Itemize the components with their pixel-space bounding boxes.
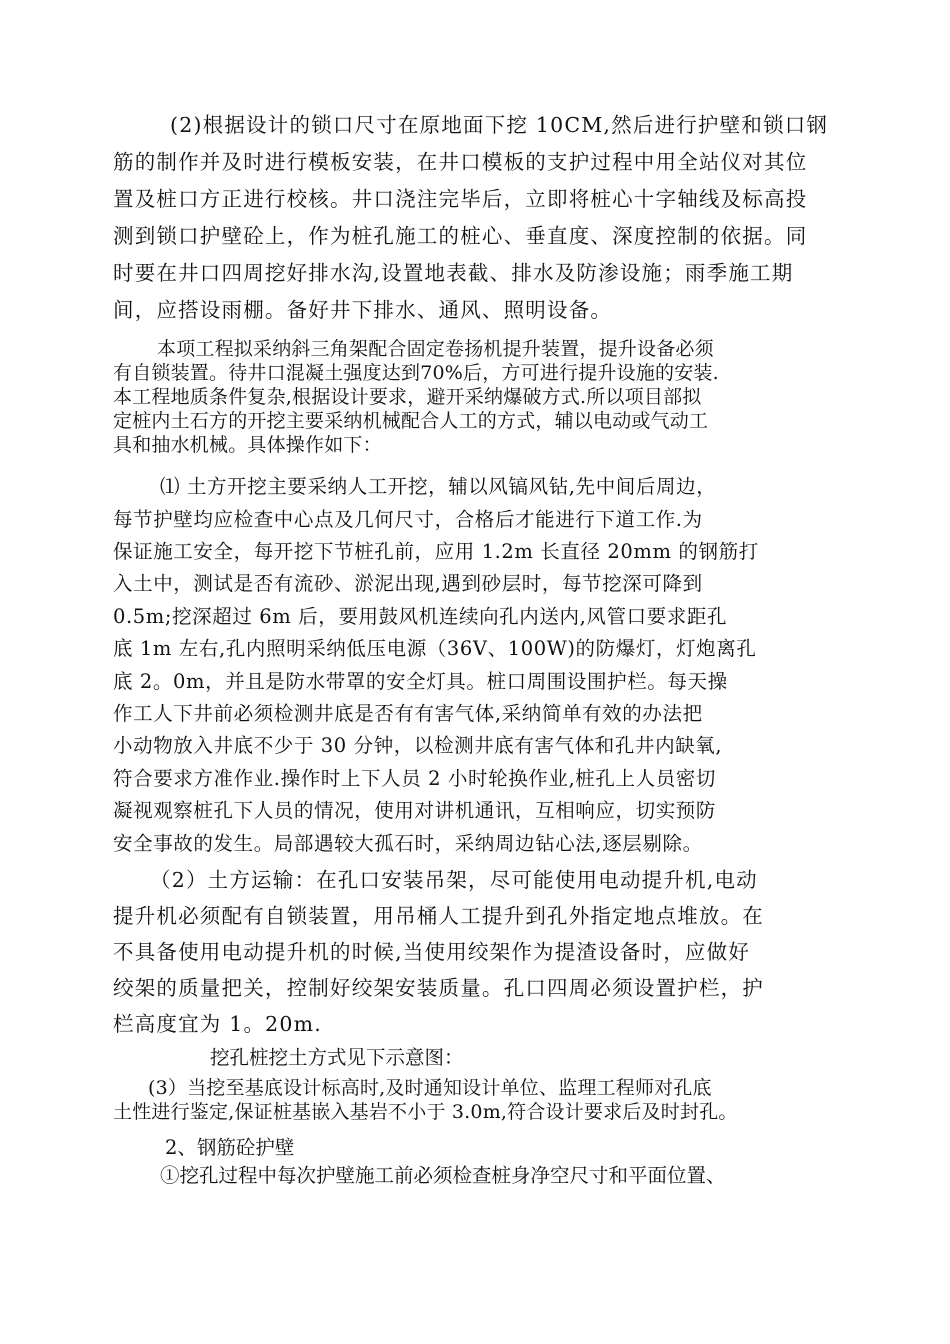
paragraph-line: 置及桩口方正进行校核。井口浇注完毕后，立即将桩心十字轴线及标高投 xyxy=(113,187,808,211)
paragraph-line: 栏高度宜为 1。20m. xyxy=(113,1012,322,1036)
paragraph-line: 测到锁口护壁砼上，作为桩孔施工的桩心、垂直度、深度控制的依据。同 xyxy=(113,224,808,248)
paragraph-line: 0.5m;挖深超过 6m 后，要用鼓风机连续向孔内送内,风管口要求距孔 xyxy=(113,605,728,628)
paragraph-line: 时要在井口四周挖好排水沟,设置地表截、排水及防渗设施；雨季施工期 xyxy=(113,261,794,285)
paragraph-line: 本工程地质条件复杂,根据设计要求，避开采纳爆破方式.所以项目部拟 xyxy=(113,386,702,408)
paragraph-line: ①挖孔过程中每次护壁施工前必须检查桩身净空尺寸和平面位置、 xyxy=(160,1164,726,1187)
paragraph-line: 底 1m 左右,孔内照明采纳低压电源（36V、100W)的防爆灯，灯炮离孔 xyxy=(113,637,757,660)
paragraph-line: 定桩内土石方的开挖主要采纳机械配合人工的方式，辅以电动或气动工 xyxy=(113,410,709,432)
figure-caption: 挖孔桩挖土方式见下示意图： xyxy=(210,1046,464,1069)
paragraph-line: 每节护壁均应检查中心点及几何尺寸，合格后才能进行下道工作.为 xyxy=(113,508,703,531)
paragraph-line: 小动物放入井底不少于 30 分钟，以检测井底有害气体和孔井内缺氧, xyxy=(113,734,723,757)
paragraph-line: (3）当挖至基底设计标高时,及时通知设计单位、监理工程师对孔底 xyxy=(148,1077,712,1099)
paragraph-line: 提升机必须配有自锁装置，用吊桶人工提升到孔外指定地点堆放。在 xyxy=(113,904,764,928)
paragraph-line: 有自锁装置。待井口混凝土强度达到70%后，方可进行提升设施的安装. xyxy=(113,362,719,384)
paragraph-line: 凝视观察桩孔下人员的情况，使用对讲机通讯，互相响应，切实预防 xyxy=(113,799,717,822)
paragraph-line: 本项工程拟采纳斜三角架配合固定卷扬机提升装置，提升设备必须 xyxy=(157,338,714,360)
section-heading: 2、钢筋砼护壁 xyxy=(165,1136,295,1159)
paragraph-line: 间，应搭设雨棚。备好井下排水、通风、照明设备。 xyxy=(113,298,613,322)
paragraph-line: 土性进行鉴定,保证桩基嵌入基岩不小于 3.0m,符合设计要求后及时封孔。 xyxy=(113,1101,738,1123)
paragraph-line: ⑴ 土方开挖主要采纳人工开挖，辅以风镐风钻,先中间后周边， xyxy=(160,475,717,498)
paragraph-line: 绞架的质量把关，控制好绞架安装质量。孔口四周必须设置护栏，护 xyxy=(113,976,764,1000)
paragraph-line: 作工人下井前必须检测井底是否有有害气体,采纳简单有效的办法把 xyxy=(113,702,703,725)
paragraph-line: 保证施工安全，每开挖下节桩孔前，应用 1.2m 长直径 20mm 的钢筋打 xyxy=(113,540,759,563)
paragraph-line: 底 2。0m，并且是防水带罩的安全灯具。桩口周围设围护栏。每天操 xyxy=(113,670,728,693)
paragraph-line: 具和抽水机械。具体操作如下： xyxy=(113,434,382,456)
paragraph-line: 符合要求方准作业.操作时上下人员 2 小时轮换作业,桩孔上人员密切 xyxy=(113,767,717,790)
paragraph-line: 安全事故的发生。局部遇较大孤石时，采纳周边钻心法,逐层剔除。 xyxy=(113,832,703,855)
paragraph-line: 筋的制作并及时进行模板安装，在井口模板的支护过程中用全站仪对其位 xyxy=(113,150,808,174)
paragraph-line: 入土中，测试是否有流砂、淤泥出现,遇到砂层时，每节挖深可降到 xyxy=(113,572,703,595)
paragraph-line: （2）土方运输：在孔口安装吊架，尽可能使用电动提升机,电动 xyxy=(150,868,758,892)
paragraph-line: 不具备使用电动提升机的时候,当使用绞架作为提渣设备时，应做好 xyxy=(113,940,751,964)
paragraph-line: (2)根据设计的锁口尺寸在原地面下挖 10CM,然后进行护壁和锁口钢 xyxy=(170,113,829,137)
